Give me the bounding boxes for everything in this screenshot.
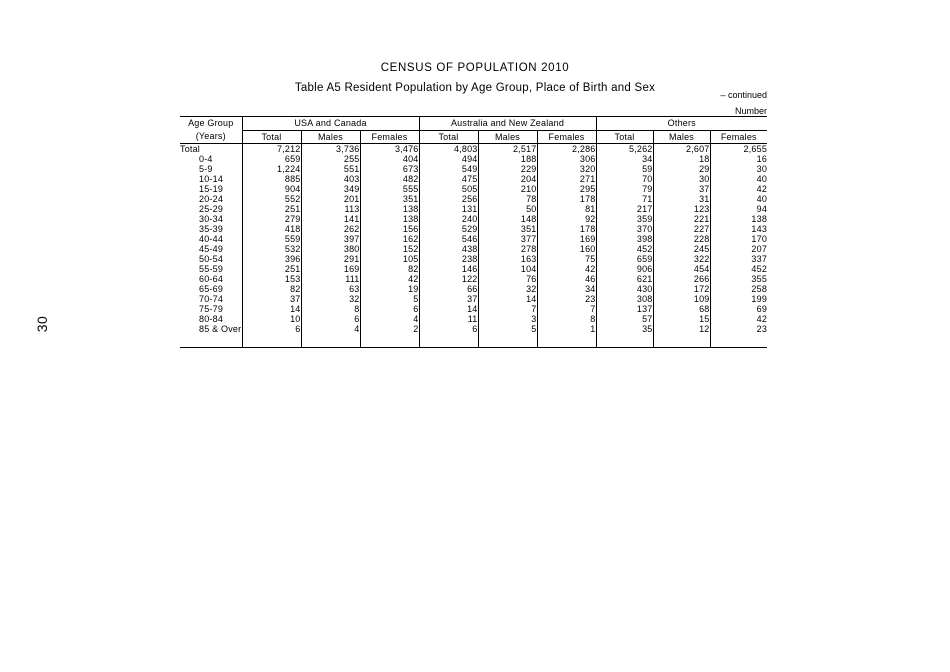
row-label: 40-44 — [180, 234, 242, 244]
row-value: 122 — [419, 274, 478, 284]
row-value: 2,286 — [537, 144, 596, 155]
row-value: 138 — [751, 214, 768, 224]
row-value: 138 — [360, 214, 419, 224]
row-value: 75 — [537, 254, 596, 264]
table-row — [180, 164, 767, 174]
row-value: 532 — [242, 244, 301, 254]
row-value: 37 — [653, 184, 710, 194]
continued-note: – continued — [720, 90, 767, 100]
row-value: 904 — [242, 184, 301, 194]
row-value: 271 — [537, 174, 596, 184]
row-value: 240 — [419, 214, 478, 224]
table-row — [180, 224, 767, 234]
row-value: 279 — [242, 214, 301, 224]
row-value: 169 — [537, 234, 596, 244]
row-value: 104 — [478, 264, 537, 274]
row-value: 79 — [596, 184, 653, 194]
row-value: 559 — [242, 234, 301, 244]
row-label: 65-69 — [180, 284, 242, 294]
row-label: 75-79 — [180, 304, 242, 314]
row-value: 1,224 — [242, 164, 301, 174]
row-value: 170 — [751, 234, 768, 244]
row-label: 55-59 — [180, 264, 242, 274]
row-value: 6 — [419, 324, 478, 334]
row-value: 555 — [360, 184, 419, 194]
table-bottom-rule-row — [180, 347, 767, 348]
row-value: 68 — [653, 304, 710, 314]
row-value: 34 — [596, 154, 653, 164]
row-value: 5 — [360, 294, 419, 304]
row-value: 546 — [419, 234, 478, 244]
row-value: 201 — [301, 194, 360, 204]
row-value: 172 — [653, 284, 710, 294]
row-value: 137 — [596, 304, 653, 314]
row-value: 351 — [360, 194, 419, 204]
row-value: 40 — [756, 194, 768, 204]
row-label: 70-74 — [180, 294, 242, 304]
row-label: 10-14 — [180, 174, 242, 184]
table-body — [180, 144, 767, 335]
table-row — [180, 234, 767, 244]
row-value: 146 — [419, 264, 478, 274]
row-value: 529 — [419, 224, 478, 234]
row-value: 2,655 — [743, 144, 768, 154]
row-label: 30-34 — [180, 214, 242, 224]
row-label: 45-49 — [180, 244, 242, 254]
row-value: 113 — [301, 204, 360, 214]
census-table-container — [180, 116, 767, 348]
row-value: 238 — [419, 254, 478, 264]
row-value: 152 — [360, 244, 419, 254]
row-label: 25-29 — [180, 204, 242, 214]
row-value: 251 — [242, 264, 301, 274]
row-value: 8 — [537, 314, 596, 324]
row-label: 85 & Over — [180, 324, 242, 334]
stub-header-line1: Age Group — [188, 118, 234, 128]
table-row — [180, 254, 767, 264]
table-row — [180, 284, 767, 294]
row-value: 111 — [301, 274, 360, 284]
row-value: 18 — [653, 154, 710, 164]
row-value: 153 — [242, 274, 301, 284]
row-value: 4,803 — [419, 144, 478, 155]
row-value: 32 — [478, 284, 537, 294]
row-value: 70 — [596, 174, 653, 184]
table-bottom-spacer — [180, 334, 767, 347]
row-value: 178 — [537, 194, 596, 204]
row-value: 505 — [419, 184, 478, 194]
row-value: 7 — [537, 304, 596, 314]
table-row — [180, 204, 767, 214]
row-label: 20-24 — [180, 194, 242, 204]
row-label: 80-84 — [180, 314, 242, 324]
row-value: 210 — [478, 184, 537, 194]
row-value: 403 — [301, 174, 360, 184]
row-value: 199 — [751, 294, 768, 304]
row-value: 221 — [653, 214, 710, 224]
row-value: 46 — [537, 274, 596, 284]
row-value: 12 — [653, 324, 710, 334]
table-head — [180, 117, 767, 144]
table-row — [180, 274, 767, 284]
row-value: 57 — [596, 314, 653, 324]
subheader-anz-total: Total — [419, 130, 478, 144]
row-value: 320 — [537, 164, 596, 174]
row-value: 551 — [301, 164, 360, 174]
row-value: 14 — [242, 304, 301, 314]
group-header-usa-canada: USA and Canada — [242, 117, 419, 131]
row-value: 42 — [756, 314, 768, 324]
table-row — [180, 194, 767, 204]
row-value: 23 — [756, 324, 768, 334]
row-value: 396 — [242, 254, 301, 264]
row-value: 16 — [756, 154, 768, 164]
row-value: 452 — [751, 264, 768, 274]
row-value: 35 — [596, 324, 653, 334]
row-value: 308 — [596, 294, 653, 304]
row-value: 148 — [478, 214, 537, 224]
row-value: 37 — [419, 294, 478, 304]
table-row — [180, 244, 767, 254]
row-value: 482 — [360, 174, 419, 184]
row-value: 404 — [360, 154, 419, 164]
row-value: 355 — [751, 274, 768, 284]
row-value: 659 — [242, 154, 301, 164]
row-value: 23 — [537, 294, 596, 304]
table-foot — [180, 334, 767, 348]
row-value: 204 — [478, 174, 537, 184]
row-value: 14 — [419, 304, 478, 314]
row-value: 19 — [360, 284, 419, 294]
row-label: 0-4 — [180, 154, 242, 164]
row-value: 82 — [360, 264, 419, 274]
row-value: 6 — [360, 304, 419, 314]
row-value: 143 — [751, 224, 768, 234]
row-value: 885 — [242, 174, 301, 184]
subheader-others-females: Females — [710, 130, 767, 144]
row-value: 34 — [537, 284, 596, 294]
table-row — [180, 294, 767, 304]
row-value: 69 — [756, 304, 768, 314]
row-value: 59 — [596, 164, 653, 174]
row-value: 76 — [478, 274, 537, 284]
row-value: 71 — [596, 194, 653, 204]
row-value: 4 — [301, 324, 360, 334]
row-value: 160 — [537, 244, 596, 254]
row-value: 178 — [537, 224, 596, 234]
table-subheader-row — [180, 130, 767, 144]
row-value: 94 — [756, 204, 768, 214]
row-label: 60-64 — [180, 274, 242, 284]
row-value: 7 — [478, 304, 537, 314]
row-value: 370 — [596, 224, 653, 234]
row-value: 138 — [360, 204, 419, 214]
row-value: 162 — [360, 234, 419, 244]
row-value: 454 — [653, 264, 710, 274]
row-value: 4 — [360, 314, 419, 324]
table-row — [180, 144, 767, 155]
group-header-others: Others — [596, 117, 767, 131]
row-value: 63 — [301, 284, 360, 294]
row-label: 50-54 — [180, 254, 242, 264]
row-value: 11 — [419, 314, 478, 324]
page-number: 30 — [34, 315, 50, 333]
row-value: 156 — [360, 224, 419, 234]
row-value: 92 — [537, 214, 596, 224]
row-value: 6 — [301, 314, 360, 324]
table-row — [180, 184, 767, 194]
row-value: 109 — [653, 294, 710, 304]
row-value: 306 — [537, 154, 596, 164]
units-note: Number — [734, 106, 767, 116]
row-value: 78 — [478, 194, 537, 204]
row-value: 207 — [751, 244, 768, 254]
row-value: 188 — [478, 154, 537, 164]
row-value: 418 — [242, 224, 301, 234]
stub-header-line2: (Years) — [195, 131, 226, 141]
row-value: 291 — [301, 254, 360, 264]
group-header-australia-new-zealand: Australia and New Zealand — [419, 117, 596, 131]
page-title: CENSUS OF POPULATION 2010 — [380, 62, 570, 74]
row-value: 2,607 — [653, 144, 710, 155]
stub-header — [180, 117, 242, 144]
row-value: 322 — [653, 254, 710, 264]
row-value: 30 — [756, 164, 768, 174]
subheader-usa-total: Total — [242, 130, 301, 144]
row-value: 552 — [242, 194, 301, 204]
subheader-usa-males: Males — [301, 130, 360, 144]
row-value: 3,476 — [360, 144, 419, 155]
row-value: 475 — [419, 174, 478, 184]
row-value: 141 — [301, 214, 360, 224]
row-value: 398 — [596, 234, 653, 244]
row-value: 10 — [242, 314, 301, 324]
row-value: 131 — [419, 204, 478, 214]
subheader-usa-females: Females — [360, 130, 419, 144]
row-value: 42 — [537, 264, 596, 274]
table-group-header-row — [180, 117, 767, 131]
row-value: 351 — [478, 224, 537, 234]
row-value: 295 — [537, 184, 596, 194]
row-value: 15 — [653, 314, 710, 324]
row-value: 255 — [301, 154, 360, 164]
row-value: 2 — [360, 324, 419, 334]
row-label: 35-39 — [180, 224, 242, 234]
row-value: 42 — [756, 184, 768, 194]
row-label: 15-19 — [180, 184, 242, 194]
row-value: 349 — [301, 184, 360, 194]
row-value: 3 — [478, 314, 537, 324]
row-value: 5,262 — [596, 144, 653, 155]
row-value: 251 — [242, 204, 301, 214]
row-label: Total — [180, 144, 242, 155]
table-row — [180, 304, 767, 314]
row-value: 430 — [596, 284, 653, 294]
row-value: 906 — [596, 264, 653, 274]
row-value: 40 — [756, 174, 768, 184]
row-value: 659 — [596, 254, 653, 264]
row-value: 30 — [653, 174, 710, 184]
table-row — [180, 314, 767, 324]
row-value: 123 — [653, 204, 710, 214]
table-title: Table A5 Resident Population by Age Group, Place of Birth and Sex — [294, 82, 656, 94]
row-value: 228 — [653, 234, 710, 244]
row-value: 169 — [301, 264, 360, 274]
row-value: 81 — [537, 204, 596, 214]
row-value: 621 — [596, 274, 653, 284]
row-value: 31 — [653, 194, 710, 204]
table-row — [180, 174, 767, 184]
row-value: 32 — [301, 294, 360, 304]
row-value: 6 — [242, 324, 301, 334]
census-table — [180, 116, 767, 348]
row-value: 377 — [478, 234, 537, 244]
subheader-others-males: Males — [653, 130, 710, 144]
row-value: 494 — [419, 154, 478, 164]
row-value: 82 — [242, 284, 301, 294]
subheader-anz-males: Males — [478, 130, 537, 144]
row-value: 227 — [653, 224, 710, 234]
table-row — [180, 154, 767, 164]
row-value: 8 — [301, 304, 360, 314]
row-value: 217 — [596, 204, 653, 214]
table-row — [180, 264, 767, 274]
row-value: 380 — [301, 244, 360, 254]
row-value: 14 — [478, 294, 537, 304]
row-value: 245 — [653, 244, 710, 254]
row-value: 262 — [301, 224, 360, 234]
row-value: 7,212 — [242, 144, 301, 155]
row-value: 258 — [751, 284, 768, 294]
row-value: 5 — [478, 324, 537, 334]
row-value: 50 — [478, 204, 537, 214]
row-value: 397 — [301, 234, 360, 244]
row-value: 29 — [653, 164, 710, 174]
row-value: 256 — [419, 194, 478, 204]
table-notes — [180, 88, 767, 118]
table-row — [180, 214, 767, 224]
table-row — [180, 324, 767, 334]
row-value: 66 — [419, 284, 478, 294]
row-value: 42 — [360, 274, 419, 284]
row-value: 1 — [537, 324, 596, 334]
row-value: 278 — [478, 244, 537, 254]
row-value: 163 — [478, 254, 537, 264]
subheader-others-total: Total — [596, 130, 653, 144]
row-value: 673 — [360, 164, 419, 174]
row-value: 549 — [419, 164, 478, 174]
row-value: 229 — [478, 164, 537, 174]
row-value: 3,736 — [301, 144, 360, 155]
row-value: 452 — [596, 244, 653, 254]
row-value: 438 — [419, 244, 478, 254]
row-value: 2,517 — [478, 144, 537, 155]
row-value: 105 — [360, 254, 419, 264]
row-value: 266 — [653, 274, 710, 284]
row-value: 359 — [596, 214, 653, 224]
row-value: 337 — [751, 254, 768, 264]
row-value: 37 — [242, 294, 301, 304]
row-label: 5-9 — [180, 164, 242, 174]
subheader-anz-females: Females — [537, 130, 596, 144]
